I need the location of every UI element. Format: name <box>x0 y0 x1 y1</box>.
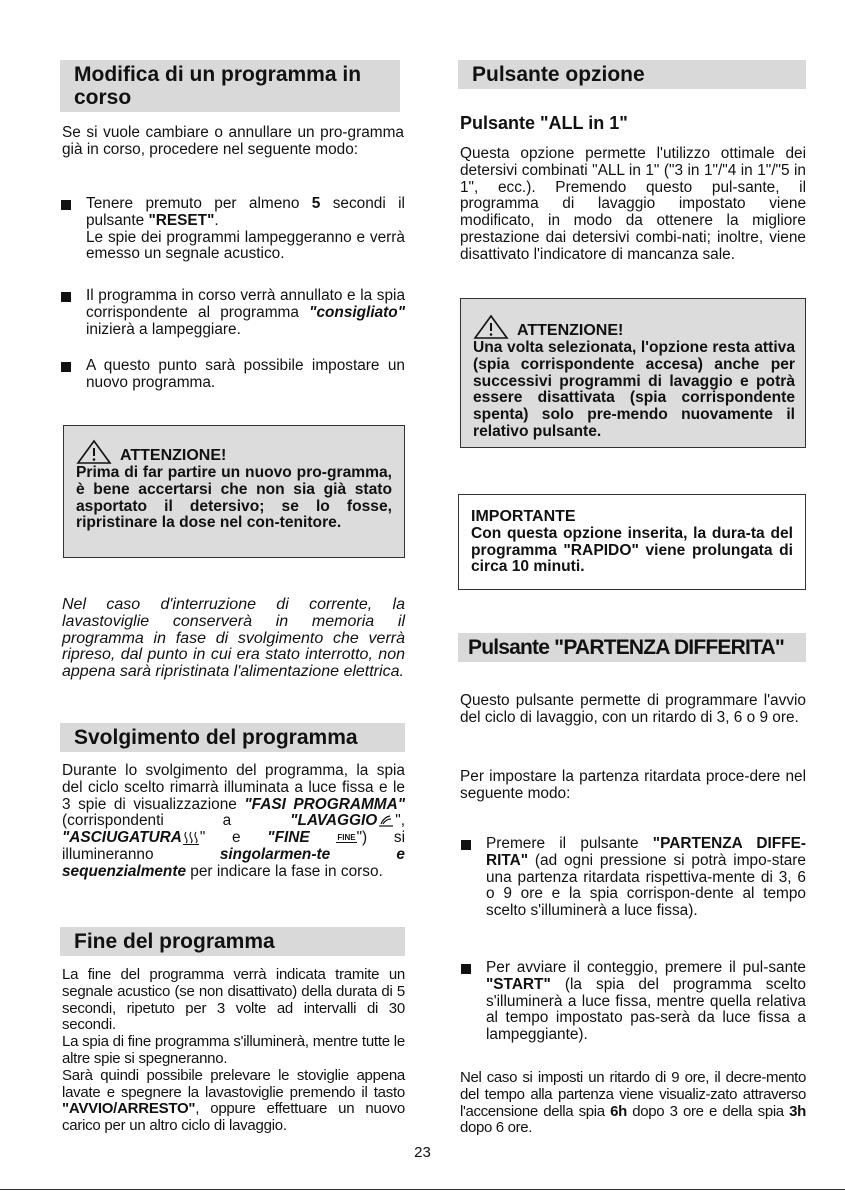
p2-text: Questo pulsante permette di programmare l'avvio del ciclo di lavaggio, con un ritardo di 3, 6 o 9 ore. <box>460 692 806 726</box>
b1-key: "RESET" <box>148 211 215 229</box>
warning-triangle-icon <box>473 314 509 340</box>
rb2-key: "START" <box>486 975 551 993</box>
heading-fine-text: Fine del programma <box>74 930 275 953</box>
important-text: Con questa opzione inserita, la dura-ta del programma "RAPIDO" viene prolungata di circa 10 minuti. <box>471 524 793 576</box>
sv-4: " e <box>199 829 268 847</box>
warning-triangle-icon <box>76 439 112 465</box>
heading-pulsante-opzione <box>458 60 806 89</box>
b2-pre: Il programma in corso verrà annullato e la spia corrispondente al programma <box>86 287 405 321</box>
footer-divider <box>0 1189 845 1190</box>
p4-post: dopo 6 ore. <box>460 1119 533 1137</box>
b2-post: inizierà a lampeggiare. <box>86 320 241 338</box>
warning-title-row <box>76 439 392 465</box>
all-in-1-text <box>460 146 806 264</box>
rb1-pre: Premere il pulsante <box>486 835 653 852</box>
p1-text: Questa opzione permette l'utilizzo ottimale dei detersivi combinati "ALL in 1" ("3 in 1"/"4 in 1"/"5 in 1", ecc.). Premendo questo pul-sante, il programma di lavaggio impostato viene modificato, in modo da ottenere la migliore prestazione dai detersivi combi-nati; inoltre, viene disattivato l'indicatore di mancanza sale. <box>460 145 806 263</box>
p4-pre: Nel caso si imposti un ritardo di 9 ore, il decre-mento del tempo alla partenza viene visualiz-zato attraverso l'accensione della spia <box>460 1069 806 1120</box>
bullet-premere <box>457 836 806 920</box>
power-interruption-note <box>62 597 405 681</box>
warning-box-opzione <box>460 298 806 448</box>
ritardo-9-ore-text <box>460 1070 806 1137</box>
b2-italic: "consigliato" <box>309 303 405 321</box>
bullet-reset <box>57 196 405 263</box>
rb2-post: (la spia del programma scelto s'illuminerà a luce fissa, mentre quella relativa al tempo impostato pas-serà da luce fissa a lampeggiante). <box>486 975 806 1044</box>
wash-phase-icon <box>377 814 395 828</box>
p4-mid: dopo 3 ore e della spia <box>626 1102 790 1120</box>
heading-svolgimento <box>60 723 405 752</box>
p4-6h: 6h <box>610 1102 627 1120</box>
rb1-post: (ad ogni pressione si potrà impo-stare una partenza ritardata rispettiva-mente di 3, 6 o 9 ore e la spia corrispon-dente al tempo scelto s'illuminerà a luce fissa). <box>486 851 806 920</box>
bullet-square-icon <box>61 292 71 302</box>
bullet-square-icon <box>61 200 71 210</box>
important-box <box>458 494 806 590</box>
sv-seq: singolarmen-te e sequenzialmente <box>62 845 405 880</box>
b1-pre: Tenere premuto per almeno <box>86 195 312 212</box>
warning-title: ATTENZIONE! <box>120 447 227 465</box>
partenza-intro <box>460 693 806 727</box>
b1-mid: secondi il pulsante <box>86 195 405 229</box>
p3-text: Per impostare la partenza ritardata proce-dere nel seguente modo: <box>460 768 806 802</box>
power-note-text: Nel caso d'interruzione di corrente, la lavastoviglie conserverà in memoria il programma in fase di svolgimento che verrà ripreso, dal punto in cui era stato interrotto, non appena sarà ripristinata l'alimentazione elettrica. <box>62 596 405 681</box>
warning2-title-row <box>473 314 795 340</box>
warning-box-detersivo <box>63 425 405 558</box>
important-title: IMPORTANTE <box>471 508 576 525</box>
rb1-key: "PARTENZA DIFFE-RITA" <box>486 835 807 869</box>
b1-post: . <box>214 211 219 229</box>
sv-5: ") si illumineranno <box>62 829 405 863</box>
sv-1: Durante lo svolgimento del programma, la spia del ciclo scelto rimarrà illuminata a luce fissa e le 3 spie di visualizzazione <box>62 762 405 813</box>
fine-3-pre: Sarà quindi possibile prelevare le stoviglie appena lavate e spegnere la lavastoviglie premendo il tasto <box>62 1066 405 1101</box>
sv-3: ", <box>395 812 405 830</box>
warning-text: Prima di far partire un nuovo pro-gramma, è bene accertarsi che non sia già stato asportato il detersivo; se lo fosse, ripristinare la dose nel con-tenitore. <box>76 464 392 532</box>
sv-fine: "FINE <box>267 829 310 847</box>
end-phase-icon <box>336 833 356 843</box>
bullet-square-icon <box>461 964 471 974</box>
intro-text <box>62 125 404 159</box>
heading-modifica <box>60 60 400 112</box>
heading-partenza-differita <box>458 633 806 662</box>
b1-line2: Le spie dei programmi lampeggeranno e verrà emesso un segnale acustico. <box>86 228 405 263</box>
fine-2: La spia di fine programma s'illuminerà, mentre tutte le altre spie si spegneranno. <box>62 1033 405 1067</box>
rb2-pre: Per avviare il conteggio, premere il pul-sante <box>486 959 806 976</box>
bullet-avviare <box>457 960 806 1044</box>
heading-fine <box>60 927 405 956</box>
fine-text <box>62 967 405 1135</box>
sv-asciugatura: "ASCIUGATURA <box>62 829 182 847</box>
heading-modifica-text: Modifica di un programma in corso <box>74 63 362 109</box>
warning2-text: Una volta selezionata, l'opzione resta attiva (spia corrispondente accesa) anche per successivi programmi di lavaggio e potrà essere disattivata (spia corrispondente spenta) solo pre-mendo nuovamente il relativo pulsante. <box>473 339 795 440</box>
sv-fasi: "FASI PROGRAMMA" <box>244 795 406 813</box>
bullet-nuovo <box>57 358 405 392</box>
svolgimento-text <box>62 763 405 881</box>
heading-partenza-text: Pulsante "PARTENZA DIFFERITA" <box>468 636 784 659</box>
fine-3-post: , oppure effettuare un nuovo carico per un altro ciclo di lavaggio. <box>62 1100 405 1135</box>
dry-phase-icon <box>182 831 200 845</box>
sv-6: per indicare la fase in corso. <box>186 862 383 880</box>
sv-lavaggio: "LAVAGGIO <box>290 812 378 830</box>
b1-bold: 5 <box>311 195 321 212</box>
subheading-text: Pulsante "ALL in 1" <box>460 113 628 133</box>
subheading-all-in-1 <box>460 113 628 134</box>
bullet-annullato <box>57 288 405 338</box>
fine-1: La fine del programma verrà indicata tramite un segnale acustico (se non disattivato) della durata di 5 secondi, ripetuto per 3 volte ad intervalli di 30 secondi. <box>62 966 405 1034</box>
bullet-square-icon <box>61 362 71 372</box>
heading-svolgimento-text: Svolgimento del programma <box>74 726 358 749</box>
sv-2: (corrispondenti a <box>62 812 291 830</box>
p4-3h: 3h <box>789 1102 806 1120</box>
intro-span: Se si vuole cambiare o annullare un pro-gramma già in corso, procedere nel seguente modo: <box>62 124 404 158</box>
page-number: 23 <box>414 1144 431 1161</box>
b3-text: A questo punto sarà possibile impostare un nuovo programma. <box>86 357 405 391</box>
partenza-procedura <box>460 769 806 803</box>
end-phase-icon-label: FINE <box>337 833 356 843</box>
bullet-square-icon <box>461 840 471 850</box>
heading-opzione-text: Pulsante opzione <box>472 63 645 86</box>
fine-3-key: "AVVIO/ARRESTO" <box>62 1100 196 1118</box>
warning2-title: ATTENZIONE! <box>517 322 624 340</box>
